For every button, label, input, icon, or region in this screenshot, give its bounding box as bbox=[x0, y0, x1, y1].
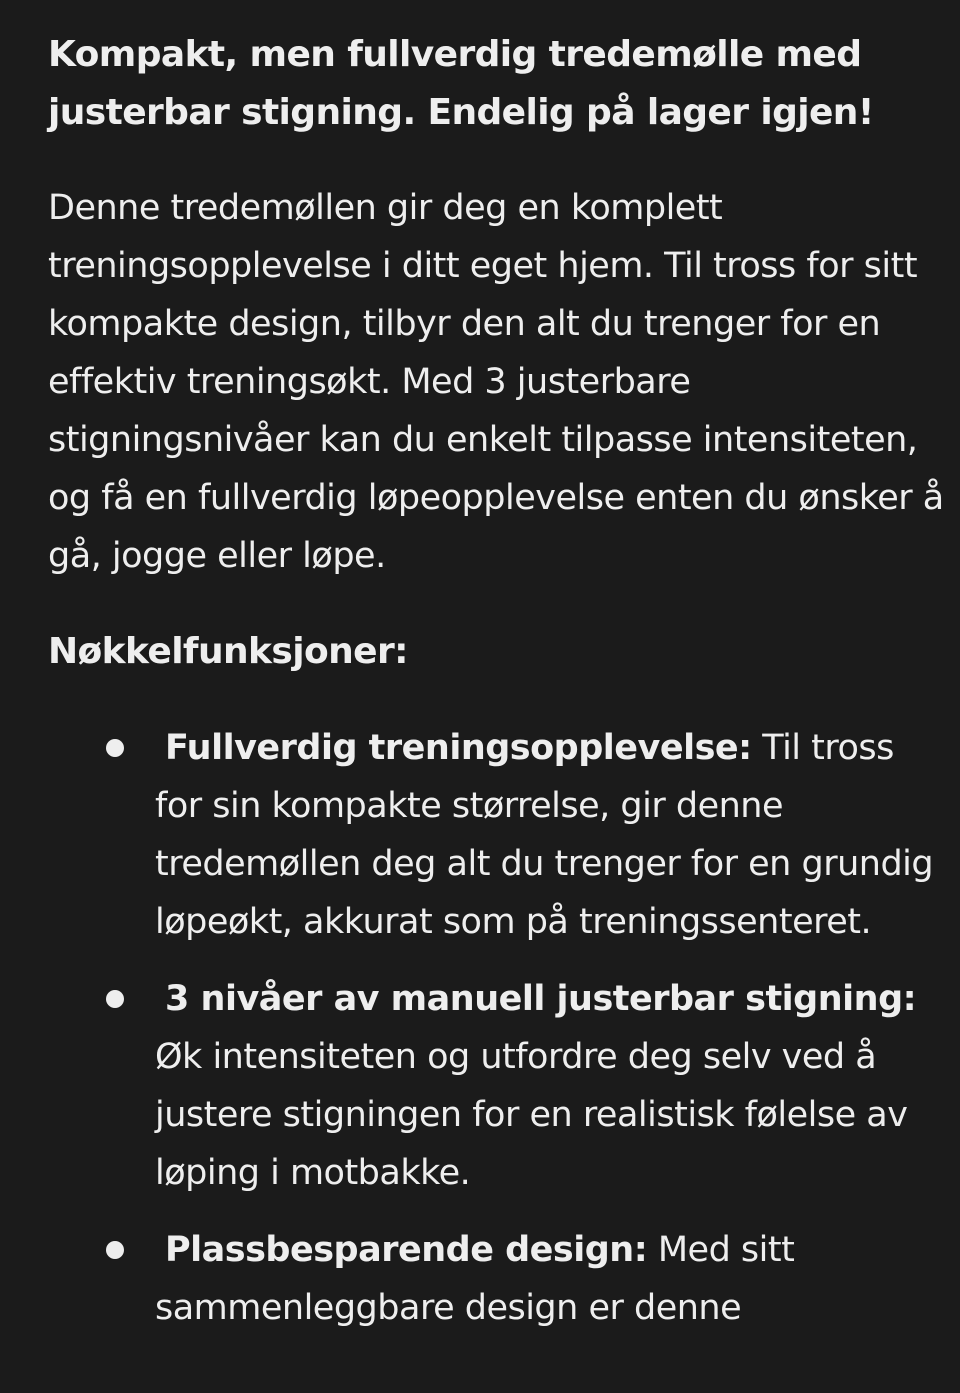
feature-text: Øk intensiteten og utfordre deg selv ved å justere stigningen for en realistisk følelse av løping i motbakke. bbox=[155, 1037, 908, 1193]
bullet-icon bbox=[106, 990, 124, 1008]
feature-item bbox=[48, 719, 948, 951]
product-description bbox=[48, 26, 948, 1356]
feature-text: Til tross for sin kompakte størrelse, gir denne tredemøllen deg alt du trenger for en grundig løpeøkt, akkurat som på treningssenteret. bbox=[155, 728, 934, 942]
section-title: Nøkkelfunksjoner: bbox=[48, 631, 408, 672]
feature-title: Fullverdig treningsopplevelse: bbox=[165, 728, 752, 768]
feature-text: Med sitt sammenleggbare design er denne bbox=[155, 1230, 795, 1328]
bullet-icon bbox=[106, 739, 124, 757]
feature-title: 3 nivåer av manuell justerbar stigning: bbox=[165, 979, 917, 1019]
bullet-icon bbox=[106, 1241, 124, 1259]
headline: Kompakt, men fullverdig tredemølle med justerbar stigning. Endelig på lager igjen! bbox=[48, 34, 874, 133]
feature-item bbox=[48, 970, 948, 1202]
intro-paragraph: Denne tredemøllen gir deg en komplett treningsopplevelse i ditt eget hjem. Til tross for sitt kompakte design, tilbyr den alt du trenger for en effektiv treningsøkt. Med 3 justerbare stigningsnivåer kan du enkelt tilpasse intensiteten, og få en fullverdig løpeopplevelse enten du ønsker å gå, jogge eller løpe. bbox=[48, 188, 944, 576]
feature-title: Plassbesparende design: bbox=[165, 1230, 648, 1270]
feature-item bbox=[48, 1221, 948, 1337]
feature-list bbox=[48, 719, 948, 1337]
